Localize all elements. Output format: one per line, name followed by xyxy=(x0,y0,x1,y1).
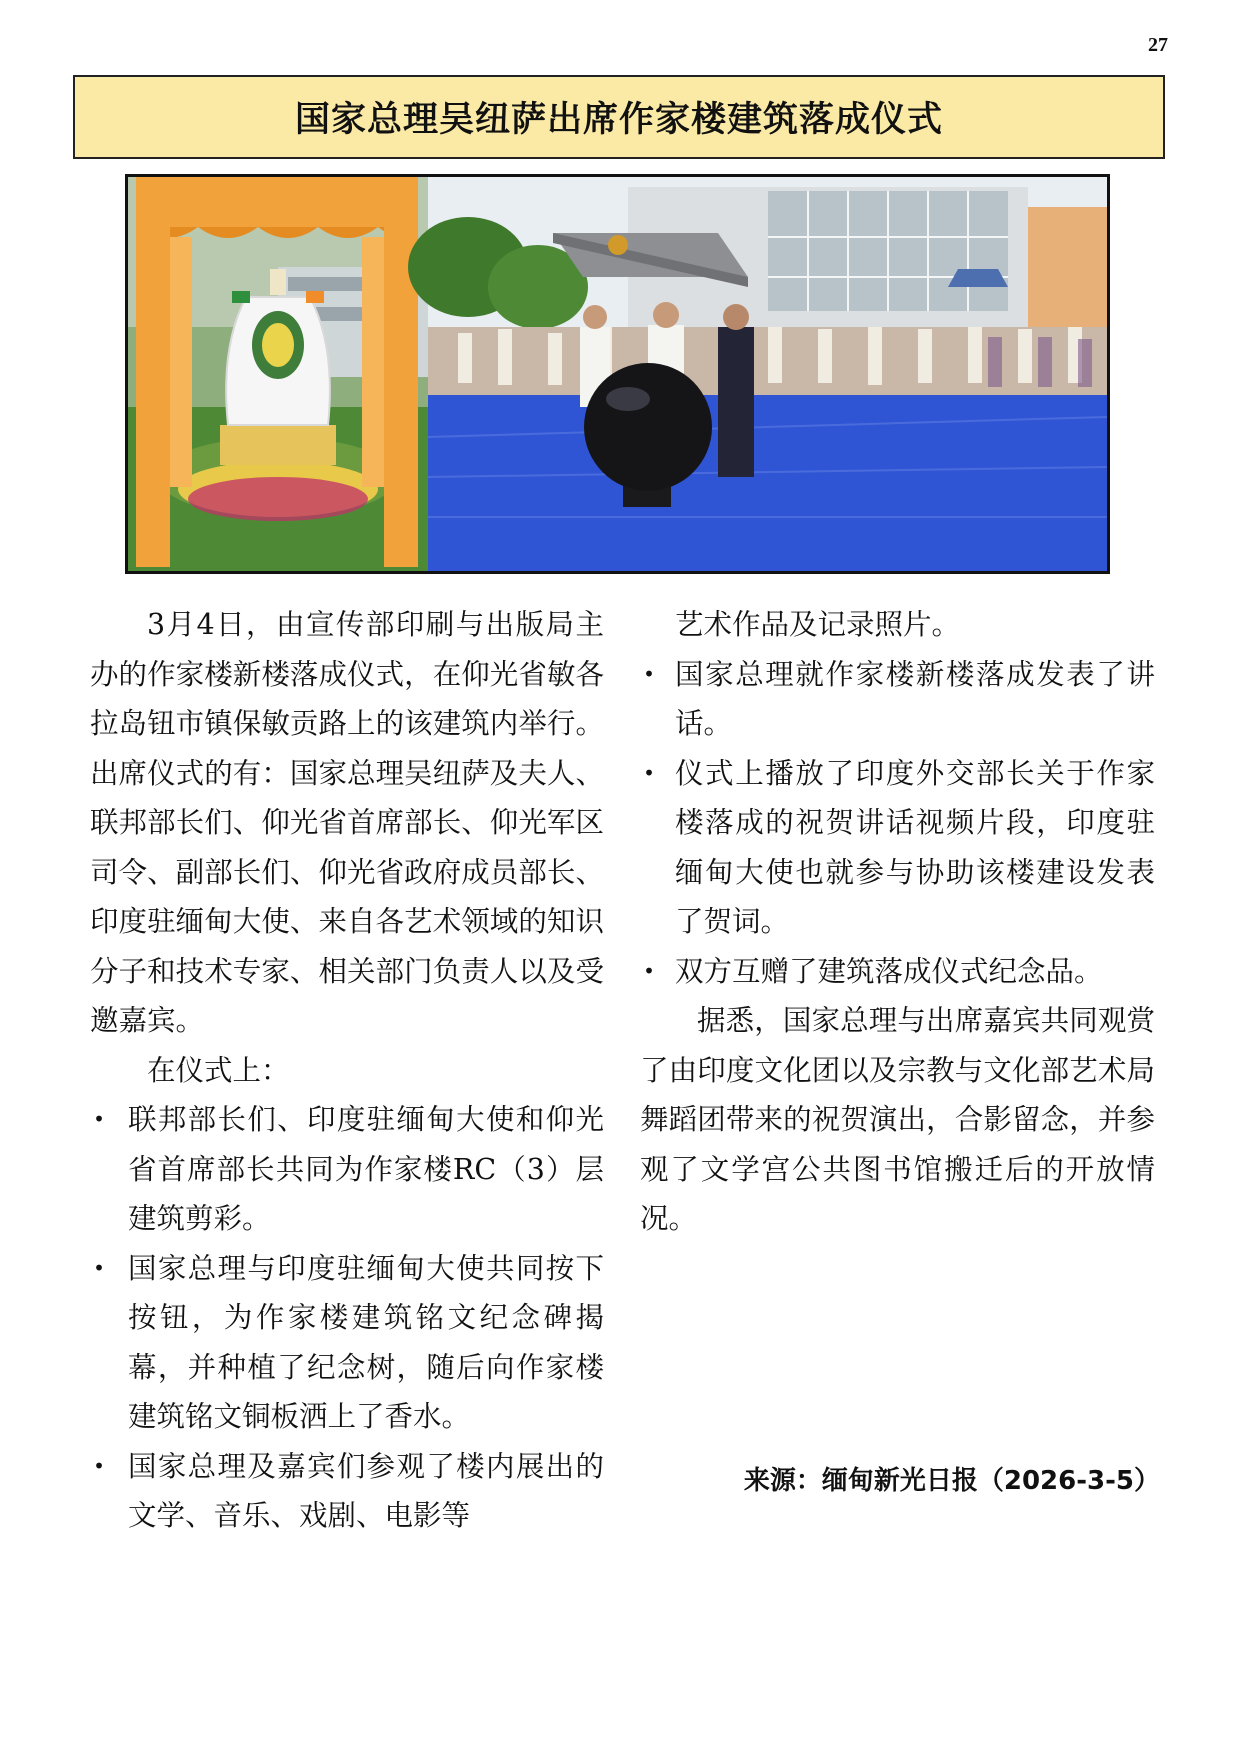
bullet-dot: • xyxy=(643,760,655,785)
headline-banner xyxy=(73,75,1165,159)
ceremony-bullet-list-continued xyxy=(640,650,1155,997)
bullet-dot: • xyxy=(93,1453,105,1478)
monument-photo-panel xyxy=(128,177,428,571)
left-article-column xyxy=(90,600,604,1541)
list-item xyxy=(640,947,1155,997)
news-photo xyxy=(125,174,1110,574)
list-item-text: 国家总理就作家楼新楼落成发表了讲话。 xyxy=(675,657,1155,740)
list-item xyxy=(90,1095,604,1244)
list-item xyxy=(640,650,1155,749)
source-credit: 来源：缅甸新光日报（2026-3-5） xyxy=(743,1466,1160,1496)
ceremony-bullet-list xyxy=(90,1095,604,1541)
bullet-dot: • xyxy=(93,1107,105,1131)
closing-paragraph: 据悉，国家总理与出席嘉宾共同观赏了由印度文化团以及宗教与文化部艺术局舞蹈团带来的祝贺演出，合影留念，并参观了文学宫公共图书馆搬迁后的开放情况。 xyxy=(640,1004,1155,1235)
list-item xyxy=(90,1244,604,1442)
page-number: 27 xyxy=(1148,34,1168,56)
bullet-dot: • xyxy=(643,958,655,983)
list-item-text: 双方互赠了建筑落成仪式纪念品。 xyxy=(675,954,1103,988)
list-item-text: 国家总理及嘉宾们参观了楼内展出的文学、音乐、戏剧、电影等 xyxy=(128,1449,604,1532)
bullet-dot: • xyxy=(93,1255,105,1280)
intro-paragraph: 3月4日，由宣传部印刷与出版局主办的作家楼新楼落成仪式，在仰光省敏各拉岛钮市镇保敏贡路上的该建筑内举行。出席仪式的有：国家总理吴纽萨及夫人、联邦部长们、仰光省首席部长、仰光军区司令、副部长们、仰光省政府成员部长、印度驻缅甸大使、来自各艺术领域的知识分子和技术专家、相关部门负责人以及受邀嘉宾。 xyxy=(90,608,604,1037)
list-item-text: 联邦部长们、印度驻缅甸大使和仰光省首席部长共同为作家楼RC（3）层建筑剪彩。 xyxy=(128,1103,604,1235)
list-item-text: 国家总理与印度驻缅甸大使共同按下按钮，为作家楼建筑铭文纪念碑揭幕，并种植了纪念树，随后向作家楼建筑铭文铜板洒上了香水。 xyxy=(128,1251,604,1433)
list-item xyxy=(90,1442,604,1541)
headline: 国家总理吴纽萨出席作家楼建筑落成仪式 xyxy=(294,100,943,140)
ceremony-photo-panel xyxy=(408,177,1107,571)
ceremony-lead: 在仪式上： xyxy=(147,1053,290,1087)
list-item xyxy=(640,749,1155,947)
list-item-text: 仪式上播放了印度外交部长关于作家楼落成的祝贺讲话视频片段，印度驻缅甸大使也就参与协助该楼建设发表了贺词。 xyxy=(675,756,1155,938)
right-article-column xyxy=(640,600,1155,1244)
bullet-dot: • xyxy=(643,661,655,686)
bullet-continuation: 艺术作品及记录照片。 xyxy=(675,608,961,641)
